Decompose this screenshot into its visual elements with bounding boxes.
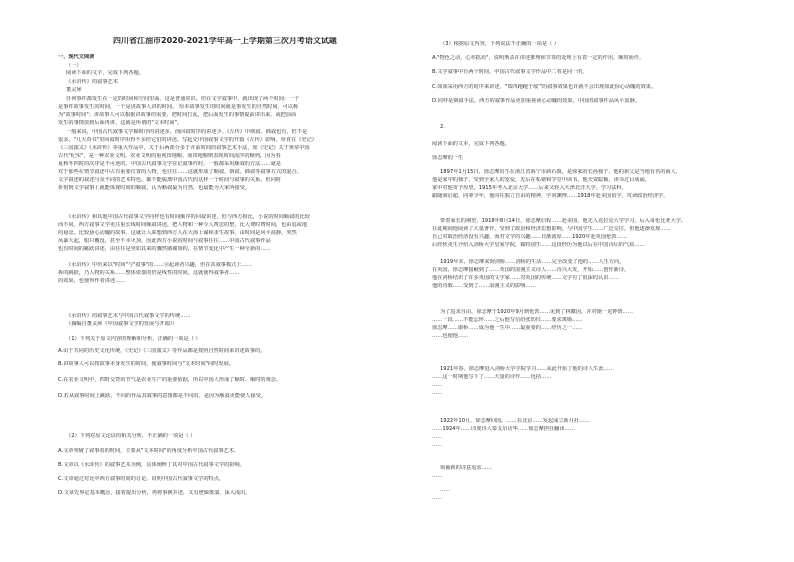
text-line: 自己对政治经济没有兴趣，而对文学的兴趣……日渐浓厚……1920年赴英国伦敦…… xyxy=(432,234,627,240)
text-line: 《三国演义》《水浒传》等重大作品中，关于后两部分多于并前时间的叙事艺术手法，如《史记》关于黄帝中国 xyxy=(58,145,310,151)
text-line: 1921年春，徐志摩进入剑桥大学学院学习……从此开始了他的诗人生涯…… xyxy=(440,366,615,372)
option-b: B.讲故事人可以按故事本身发生的时间，使叙事时间与"文本时间"同时发展。 xyxy=(58,361,234,367)
text-line: 1897年1月15日，徐志摩出生在浙江省海宁市硖石镇，是徐家的长孙独子，他的祖父是当地有名的商人， xyxy=(440,169,681,175)
text-line: 任何事件都发生在一定的时间和空间里面。这是普通常识。但在文学叙事中，就出现了两个时间：一个 xyxy=(66,96,300,102)
essay-title: 《水浒传》的叙事艺术 xyxy=(66,79,118,85)
text-line: 后经狄更生介绍入剑桥大学皇家学院，做特别生……这段经历为他以后在中国诗坛的气质…… xyxy=(432,242,645,248)
question-group-label: （一） xyxy=(66,63,82,69)
text-line: 拆的跳跃，乃人物的关系……整体依靠的仍是线性的时间。这就使得叙事者…… xyxy=(58,270,240,276)
text-line: 徐志摩……康桥……成为他一生中……最重要的……经历之一…… xyxy=(432,325,583,331)
text-line: 为了追求自由，徐志摩于1920年9月到伦敦……见到了林徽因，并对她一见钟情…… xyxy=(440,309,633,315)
section-number: 2. xyxy=(440,124,445,130)
text-line: 文字叙述的叙述与众不同的艺术特色，都不能脱离中国古代的这样一个时间与叙事的关系。但同时 xyxy=(58,177,282,183)
text-line: 而不同。西方叙事文学更注重长线时间顺叙讲述，把人物和一种令人费思的整，比人费时费时间，也由追或地 xyxy=(58,222,308,228)
exam-title: 四川省江油市2020-2021学年高一上学期第三次月考语文试题 xyxy=(113,37,337,44)
text-line: 一般来说，中国古代叙事文学顺时序的讲述多，而回叙时序的讲述少。《左传》中倒叙、插叙也有，但不是 xyxy=(66,129,308,135)
option-d: D.若从叙事时间上跳跃，不同的作品其叙事的意图都是不同的，是因为顺叙更能使人接受。 xyxy=(58,393,266,399)
text-line: …… xyxy=(440,487,451,493)
text-line: ……这一时期他写下了……大量的诗作……包括…… xyxy=(432,374,552,380)
option-b: B.文学叙事中有两个时间，中国古代叙事文学作品中二者是同一的。 xyxy=(432,69,588,75)
option-a: A."物色之动，心亦摇焉"，说明刑杀在讲述推理和节奏的处理上有着一定的作用，顺时而作。 xyxy=(432,55,645,61)
text-line: 很多，"几大奇书"里回叙时序用得不多但它们的讲述，写起交中国叙事文学的开篇《左传》影响。章直在《史记》 xyxy=(58,137,317,143)
text-line: 《水浒传》的叙事艺术与中国古代叙事文学的传统…… xyxy=(66,313,191,319)
question-stem: （2）下列对原文论证的相关分析，不正确的一项是（ ） xyxy=(66,433,196,439)
option-c: C.文章通过对比中西方叙事时间的讨论，说明中国古代叙事文学的特点。 xyxy=(58,476,225,482)
text-line: …… xyxy=(432,442,443,448)
text-line: ……一段……不能忘怀……之后他写信给张幼仪……要求离婚…… xyxy=(432,317,583,323)
text-line: 家中对他寄予厚望，1915年考入北京大学……后来又转入天津北洋大学，学习法科。 xyxy=(432,185,627,191)
text-line: 领袖新的诗意追求…… xyxy=(440,465,492,471)
text-line: 他在剑桥结识了许多英国的文学家……对英国的传统……文学有了很深的认识…… xyxy=(432,275,619,281)
text-line: 古代"纪实"，是一种农业文明。农业文明的重视田地粮，而田地粮则表现时间流序的顺列，因为春 xyxy=(58,153,281,159)
text-line: 1922年10月，徐志摩回国。……在北京……发起成立新月社…… xyxy=(440,418,590,424)
option-d: D.文章先界定基本概念，接着提出分析，再将事例并述，又有逻辑推演，深入浅出。 xyxy=(58,490,251,496)
text-line: 对于那些在情节叙述中占有重要位置的人物，也往往……这就形成了顺叙、倒叙、插叙等叙事方式的混合。 xyxy=(58,169,302,175)
text-line: 他是家中的独子，受到全家人的宠爱，先后在私塾和学堂中读书。他天资聪颖，读书过目成诵， xyxy=(432,177,650,183)
section-heading: 一、现代文阅读 xyxy=(58,54,95,60)
text-line: 是事件故事发生的时间，一个是讲故事人讲的时间。 厚本故事发生的时间就是事发生的自然时间，可以称 xyxy=(58,104,299,110)
text-line: 跟随梁启超、同辈少年，他向往独立自由的精神，学问渊博……1918年赴美国留学，攻读政治经济学。 xyxy=(432,193,669,199)
text-line: 在此期间他阅读了大量著作，受到了政治和经济思想影响，与中国学生……广泛交往，但他逐渐发现…… xyxy=(432,226,671,232)
essay-author: 董灵犀 xyxy=(66,87,82,93)
text-line: ……1924年……印度诗人泰戈尔访华……徐志摩担任翻译…… xyxy=(432,426,575,432)
question-stem: （3）根据原文内容，下列说法不正确的一项是（ ） xyxy=(440,41,560,47)
option-c: C.在农业文明中，四时交替的节气是农业生产的重要依据，所以中国人形成了顺时、顺时的观念。 xyxy=(58,377,282,383)
biography-title: 徐志摩的一生 xyxy=(432,155,464,161)
text-line: …… xyxy=(432,382,443,388)
text-line: 1919年末，徐志摩来到剑桥……剑桥的生活……完全改变了他的……人生方向。 xyxy=(440,259,625,265)
option-d: D.同样是倒叙手法，西方的叙事作品更加重视读心动魄的效果，中国的叙事作品风平浪静。 xyxy=(432,98,640,104)
option-b: B.文章以《水浒传》的叙事艺术为例，具体阐释了其对中国古代叙事文学的影响。 xyxy=(58,462,245,468)
option-a: A.文章突破了叙事者的时间，主要从"文本时间"的角度分析中国古代叙事艺术。 xyxy=(58,448,240,454)
reading-instruction: 阅读下面的文本，完成下列各题。 xyxy=(432,141,510,147)
text-line: 带着家长的期望，1918年8月14日，徐志摩启程……赴美国，他先入克拉克大学学习，后入哥伦比亚大学。 xyxy=(440,218,687,224)
text-line: ……也使他…… xyxy=(432,333,469,339)
text-line: 《水浒传》和其他中国古代叙事文学同样也有时间顺序的回叙讲述，但与西方相比，小说的时间顺叙的比较 xyxy=(66,214,310,220)
text-line: 发生的事情放到后面再讲，这就是所谓的"文本时间"。 xyxy=(58,120,183,126)
text-line: …… xyxy=(432,390,443,396)
text-line: 为"故事时间"；讲故事人可以根据讲故事的需要，把时间打乱，把后面发生的事情提前讲出来，或把前面 xyxy=(58,112,297,118)
source-citation: （摘编自董灵犀《中国叙事文学的发展与开端》） xyxy=(66,321,178,327)
text-line: 在英国，徐志摩接触到了……英国的浪漫主义诗人……诗兴大发，开始……创作新诗。 xyxy=(432,267,630,273)
text-line: 风暴大起，船只覆没，甚至不幸灭顶，因此西方小说的时间与叙事往往……中国古代叙事作品 xyxy=(58,238,271,244)
text-line: 折射到文学叙事上就能体现时间的顺叙，认为顺叙最为自然，也最能为大家所接受。 xyxy=(58,185,250,191)
question-stem: （1）下列关于原文内容的理解和分析，正确的一项是（ ） xyxy=(66,336,201,342)
text-line: 的效果，也使得作者讲述…… xyxy=(58,278,126,284)
text-line: …… xyxy=(432,473,443,479)
reading-instruction: 阅读下面的文字，完成下列各题。 xyxy=(66,70,144,76)
text-line: …… xyxy=(432,495,443,501)
text-line: 他的诗歌……受到了……浪漫主义的影响…… xyxy=(432,283,536,289)
text-line: 《水浒传》中历来以"时间"与"叙事"的……引起读者兴趣，但在其叙事模式上…… xyxy=(66,262,252,268)
text-line: 的悬念。比较悬心动魄的故事。这就让人联想到西方人在大海上谋和求生故事。由时间是风平浪静，突然 xyxy=(58,230,297,236)
option-a: A.由于共同的历史文化传统，《史记》《三国演义》等作品都是按照自然时间来讲述故事的。 xyxy=(58,348,266,354)
text-line: 夏秋冬四时的次序是不可逆的。中国古代叙事文学在记叙事件时，一般都采用顺叙的方法……就是 xyxy=(58,161,282,167)
option-c: C.如果采用西方的时序来讲述，"郑四跑跑于敌'"的叙事效果也许就不会出现如此惊心动魄的效果。 xyxy=(432,84,657,90)
text-line: 也有时间的跳跃讲述，由往往是突如其来的骤然感谢如约，在情节变化中产生一种全新的…… xyxy=(58,246,271,252)
text-line: …… xyxy=(432,434,443,440)
